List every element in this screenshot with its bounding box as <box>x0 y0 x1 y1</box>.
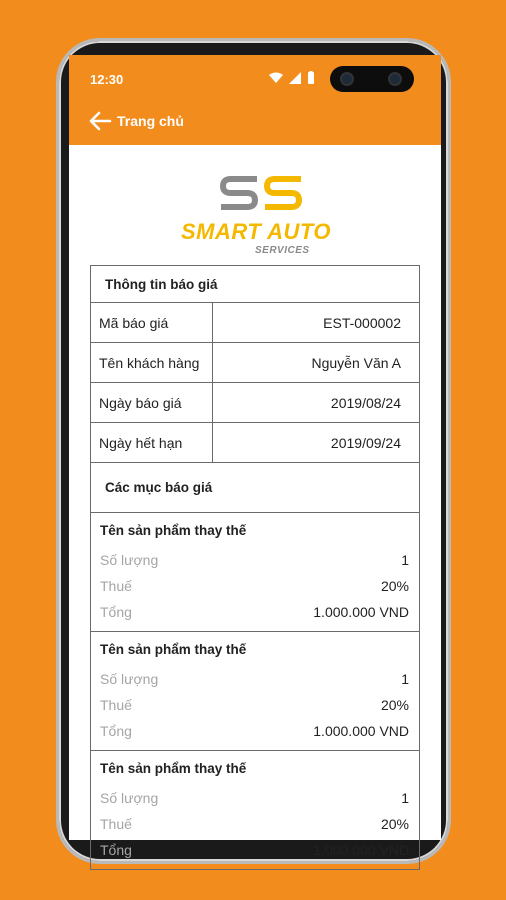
quote-item[interactable] <box>91 751 419 869</box>
item-tax-label: Thuế <box>100 578 132 594</box>
item-qty-row <box>100 785 409 811</box>
back-button[interactable] <box>89 111 184 131</box>
item-tax-label: Thuế <box>100 816 132 832</box>
item-total-row <box>100 718 409 744</box>
info-row <box>91 303 419 343</box>
status-time: 12:30 <box>90 72 124 87</box>
info-label: Tên khách hàng <box>91 343 213 382</box>
item-total-value: 1.000.000 VND <box>313 842 409 858</box>
quote-table <box>90 265 420 870</box>
item-qty-value: 1 <box>401 790 409 806</box>
item-tax-row <box>100 573 409 599</box>
item-total-row <box>100 599 409 625</box>
quote-item[interactable] <box>91 513 419 632</box>
info-row <box>91 383 419 423</box>
item-tax-row <box>100 692 409 718</box>
back-button-label: Trang chủ <box>117 113 184 129</box>
app-bar <box>69 55 441 145</box>
item-tax-value: 20% <box>380 578 409 594</box>
item-qty-label: Số lượng <box>100 552 159 568</box>
info-value: EST-000002 <box>323 314 401 331</box>
item-total-row <box>100 837 409 863</box>
signal-icon <box>289 72 301 84</box>
camera-lens-icon <box>388 72 402 86</box>
item-tax-value: 20% <box>380 816 409 832</box>
info-value: 2019/08/24 <box>330 394 401 411</box>
info-label: Ngày báo giá <box>91 383 213 422</box>
item-name: Tên sản phẩm thay thế <box>100 642 247 657</box>
quote-item[interactable] <box>91 632 419 751</box>
item-total-label: Tổng <box>100 723 132 739</box>
info-value: 2019/09/24 <box>330 434 401 451</box>
item-total-value: 1.000.000 VND <box>313 604 409 620</box>
app-screen <box>69 55 441 858</box>
status-icons <box>269 71 315 84</box>
item-total-value: 1.000.000 VND <box>313 723 409 739</box>
item-qty-value: 1 <box>401 552 409 568</box>
item-tax-value: 20% <box>380 697 409 713</box>
quote-info-title: Thông tin báo giá <box>91 266 419 303</box>
info-row <box>91 343 419 383</box>
item-qty-row <box>100 666 409 692</box>
item-tax-row <box>100 811 409 837</box>
logo-sub-text: SERVICES <box>255 245 310 256</box>
item-name: Tên sản phẩm thay thế <box>100 761 247 776</box>
item-qty-row <box>100 547 409 573</box>
info-value: Nguyễn Văn A <box>311 354 401 371</box>
item-total-label: Tổng <box>100 604 132 620</box>
item-qty-label: Số lượng <box>100 790 159 806</box>
camera-lens-icon <box>340 72 354 86</box>
info-row <box>91 423 419 463</box>
info-label: Ngày hết hạn <box>91 423 213 462</box>
logo-mark-icon <box>217 173 307 213</box>
item-name: Tên sản phẩm thay thế <box>100 523 247 538</box>
quote-items-title: Các mục báo giá <box>91 463 419 513</box>
status-bar <box>69 55 441 103</box>
item-qty-value: 1 <box>401 671 409 687</box>
info-label: Mã báo giá <box>91 303 213 342</box>
wifi-icon <box>269 72 283 84</box>
smart-auto-logo <box>177 173 337 263</box>
item-qty-label: Số lượng <box>100 671 159 687</box>
item-total-label: Tổng <box>100 842 132 858</box>
item-tax-label: Thuế <box>100 697 132 713</box>
front-camera <box>330 66 414 92</box>
logo-brand-text: SMART AUTO <box>181 219 332 244</box>
arrow-left-icon <box>89 111 111 131</box>
battery-icon <box>307 71 315 84</box>
